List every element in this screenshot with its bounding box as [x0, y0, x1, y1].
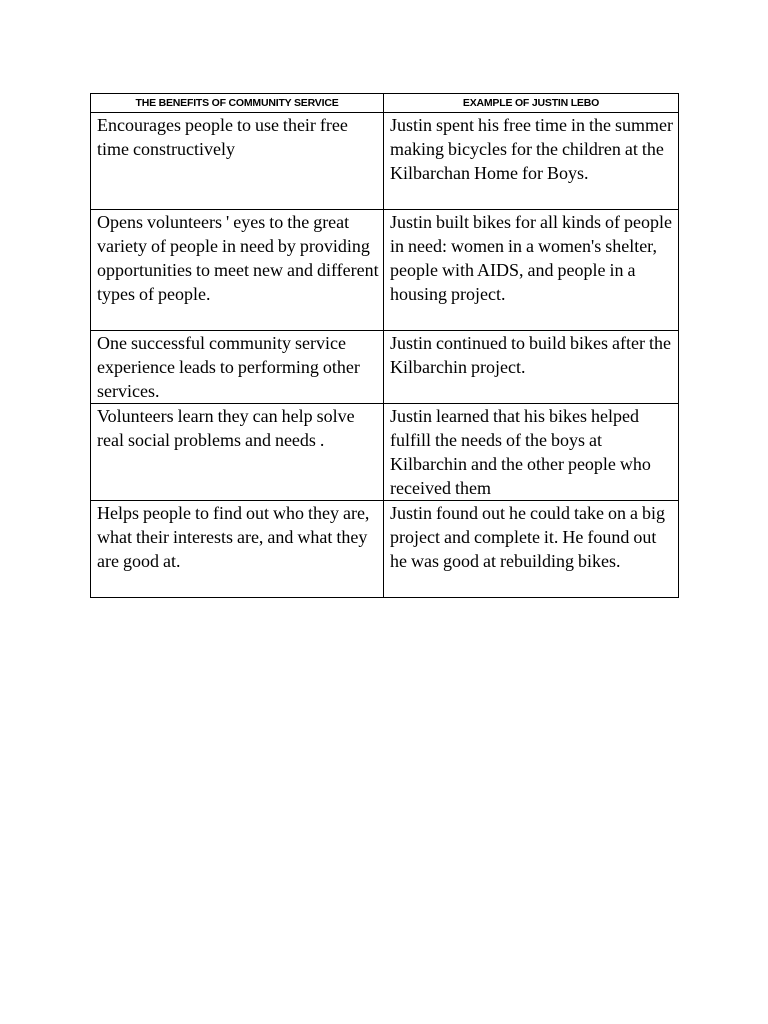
- benefits-table: [90, 93, 679, 598]
- benefit-cell: Helps people to find out who they are, what their interests are, and what they are good at.: [91, 501, 384, 598]
- benefit-cell: Encourages people to use their free time constructively: [91, 113, 384, 210]
- table-row: [91, 404, 679, 501]
- example-cell: Justin continued to build bikes after the Kilbarchin project.: [384, 331, 679, 404]
- example-cell: Justin built bikes for all kinds of people in need: women in a women's shelter, people with AIDS, and people in a housing project.: [384, 210, 679, 331]
- table-row: [91, 210, 679, 331]
- header-example: EXAMPLE OF JUSTIN LEBO: [384, 94, 679, 113]
- table-header-row: [91, 94, 679, 113]
- example-cell: Justin spent his free time in the summer making bicycles for the children at the Kilbarchan Home for Boys.: [384, 113, 679, 210]
- table-row: [91, 113, 679, 210]
- example-cell: Justin learned that his bikes helped fulfill the needs of the boys at Kilbarchin and the other people who received them: [384, 404, 679, 501]
- benefit-cell: Opens volunteers ' eyes to the great variety of people in need by providing opportunities to meet new and different types of people.: [91, 210, 384, 331]
- table-row: [91, 331, 679, 404]
- example-cell: Justin found out he could take on a big project and complete it. He found out he was good at rebuilding bikes.: [384, 501, 679, 598]
- header-benefits: THE BENEFITS OF COMMUNITY SERVICE: [91, 94, 384, 113]
- table-row: [91, 501, 679, 598]
- benefit-cell: One successful community service experience leads to performing other services.: [91, 331, 384, 404]
- benefit-cell: Volunteers learn they can help solve real social problems and needs .: [91, 404, 384, 501]
